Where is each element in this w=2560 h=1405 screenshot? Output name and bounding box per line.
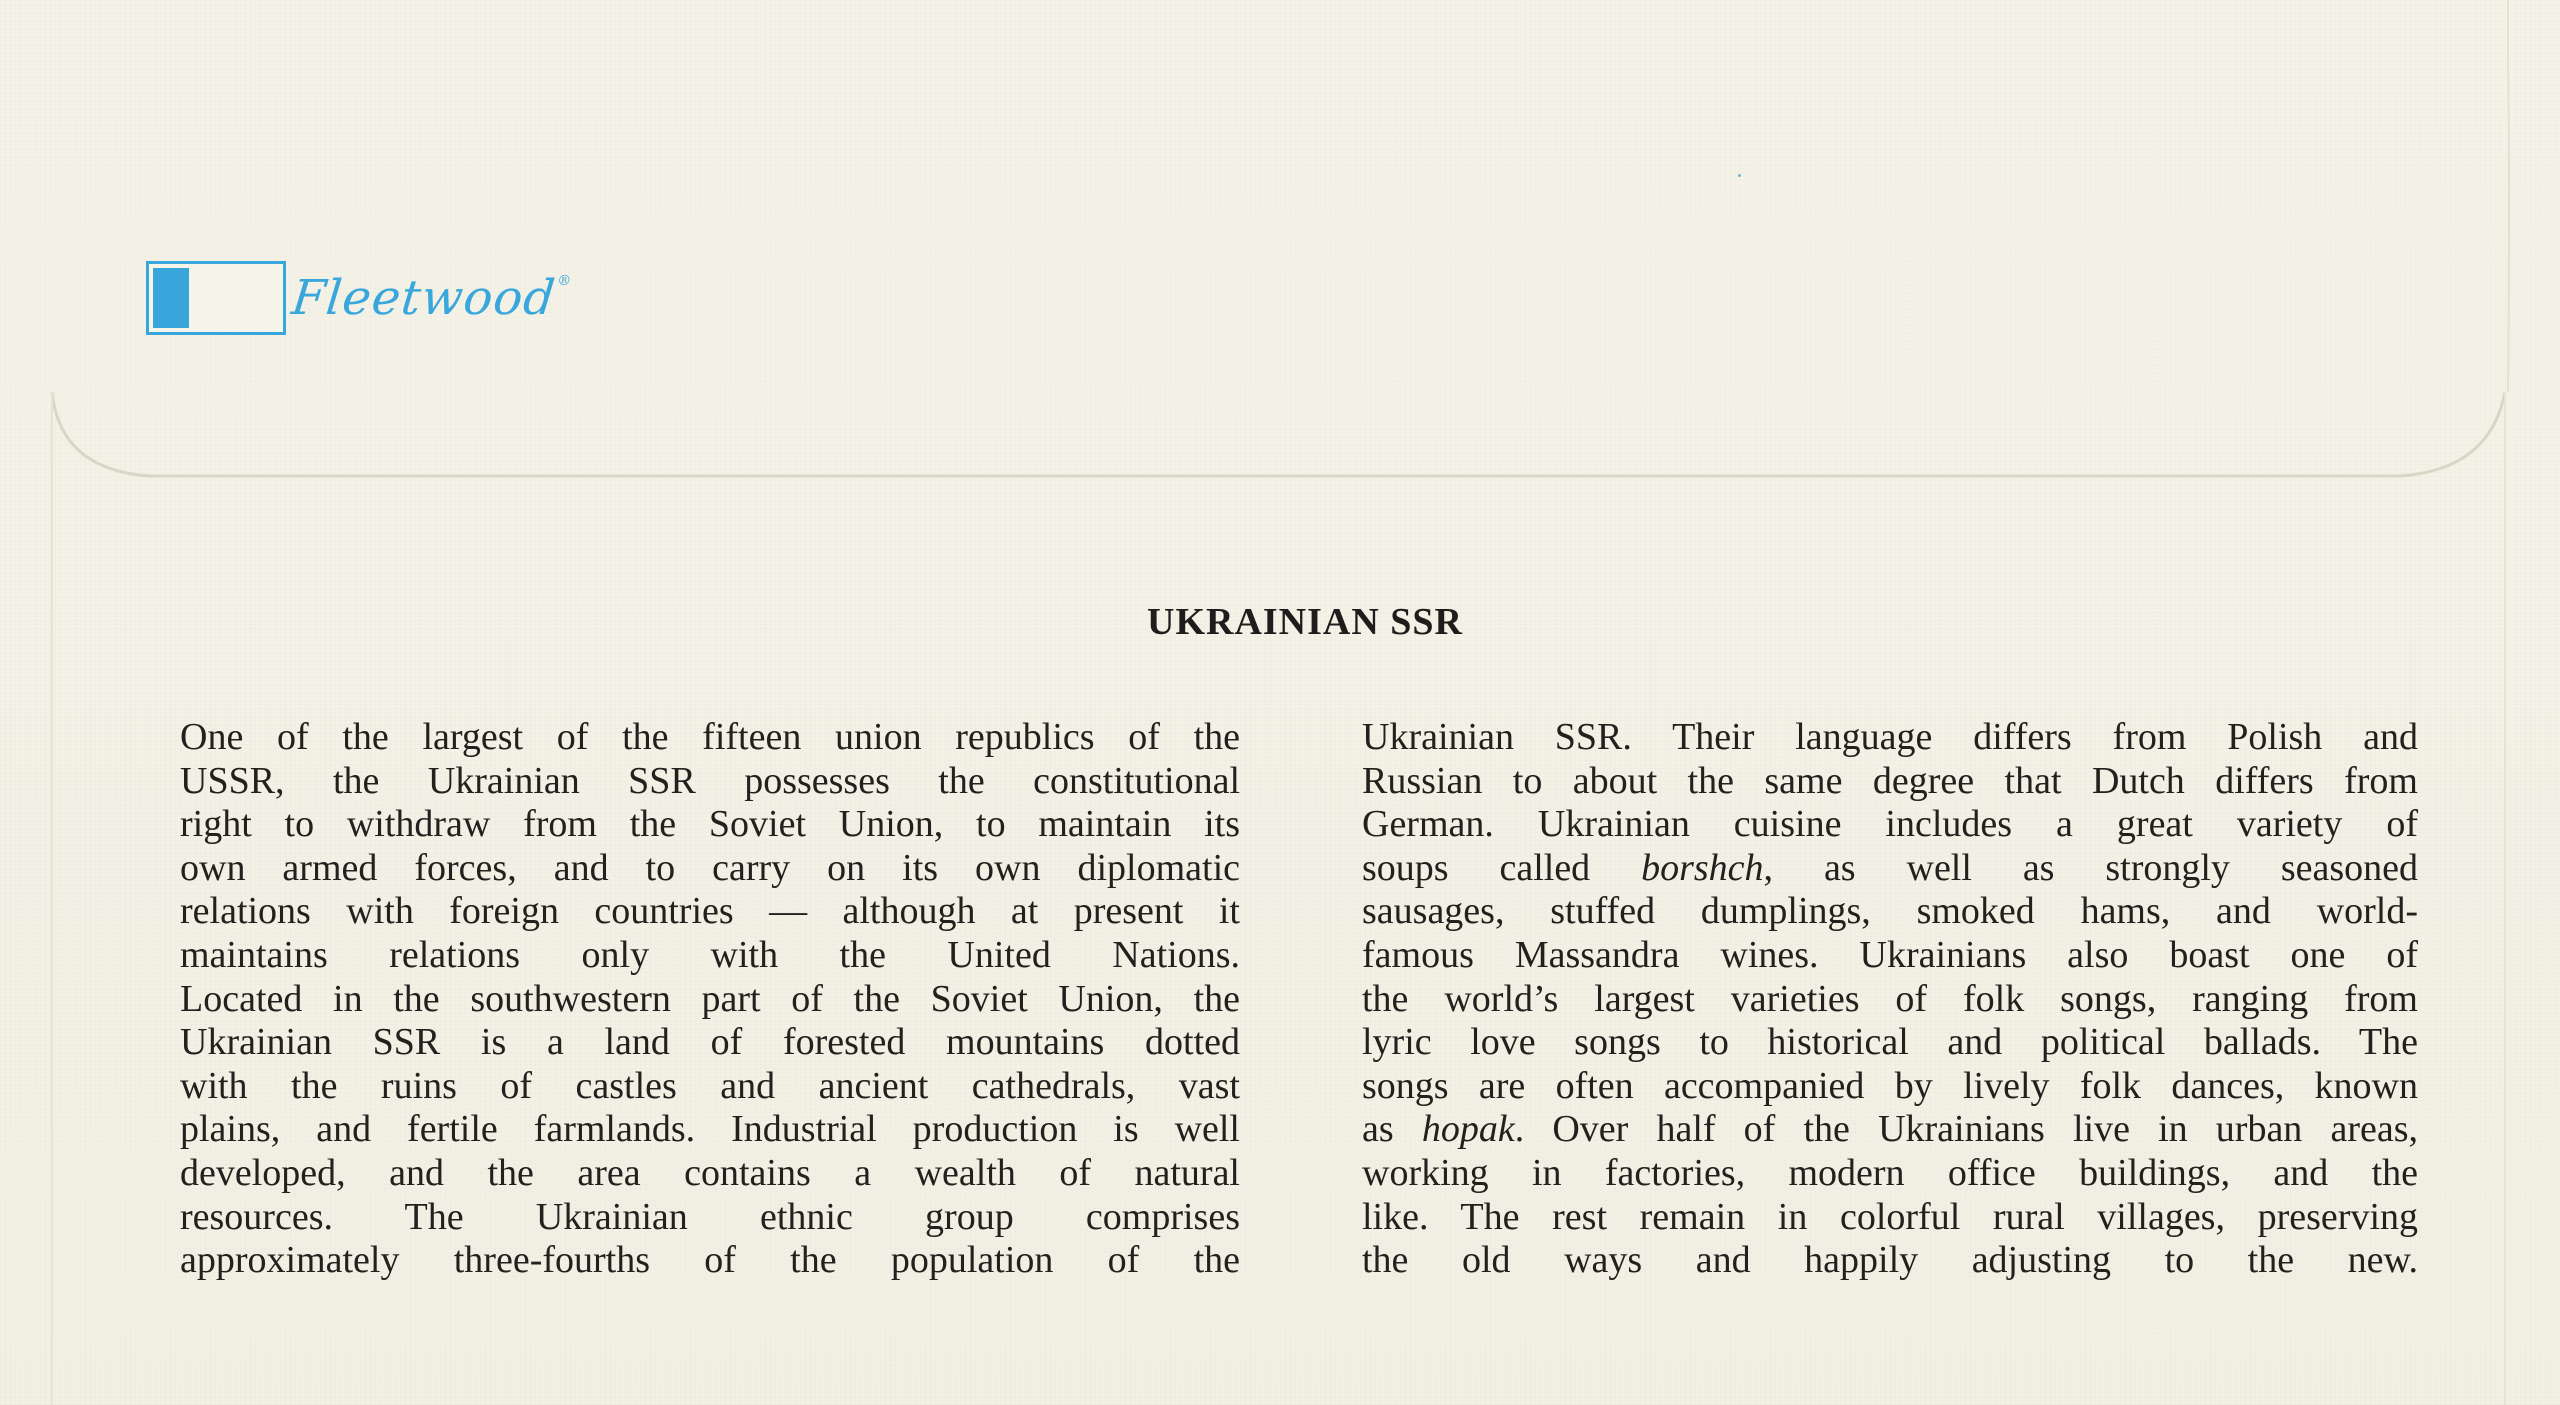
text-line: USSR, the Ukrainian SSR possesses the constitutional — [180, 759, 1240, 802]
text-line: resources. The Ukrainian ethnic group comprises — [180, 1195, 1240, 1238]
blue-speck — [1738, 174, 1741, 177]
text-line: like. The rest remain in colorful rural villages, preserving — [1362, 1195, 2418, 1238]
right-text-column — [1362, 716, 2418, 1283]
text-line: plains, and fertile farmlands. Industrial production is well — [180, 1108, 1240, 1151]
fleetwood-logo — [146, 261, 574, 335]
text-line: the old ways and happily adjusting to the new. — [1362, 1239, 2418, 1282]
logo-wordmark: Fleetwood® — [289, 270, 574, 326]
hopak-term: hopak — [1421, 1108, 1515, 1151]
text-line: Russian to about the same degree that Dutch differs from — [1362, 759, 2418, 802]
text-line: Located in the southwestern part of the Soviet Union, the — [180, 977, 1240, 1020]
text-line: sausages, stuffed dumplings, smoked hams, and world- — [1362, 890, 2418, 933]
text-line: maintains relations only with the United Nations. — [180, 933, 1240, 976]
text-line: Ukrainian SSR. Their language differs from Polish and — [1362, 716, 2418, 758]
text-line: developed, and the area contains a wealth of natural — [180, 1151, 1240, 1194]
text-line: One of the largest of the fifteen union republics of the — [180, 716, 1240, 758]
text-line: approximately three-fourths of the population of the — [180, 1239, 1240, 1282]
text-line: Ukrainian SSR is a land of forested mountains dotted — [180, 1021, 1240, 1064]
text-line: own armed forces, and to carry on its own diplomatic — [180, 846, 1240, 889]
text-line: right to withdraw from the Soviet Union, to maintain its — [180, 803, 1240, 846]
page-title: UKRAINIAN SSR — [1147, 601, 1463, 643]
text-line: with the ruins of castles and ancient cathedrals, vast — [180, 1064, 1240, 1107]
text-line: German. Ukrainian cuisine includes a great variety of — [1362, 803, 2418, 846]
text-line: working in factories, modern office buildings, and the — [1362, 1151, 2418, 1194]
text-line: the world’s largest varieties of folk songs, ranging from — [1362, 977, 2418, 1020]
text-line: famous Massandra wines. Ukrainians also boast one of — [1362, 933, 2418, 976]
text-line: songs are often accompanied by lively folk dances, known — [1362, 1064, 2418, 1107]
text-line: lyric love songs to historical and political ballads. The — [1362, 1021, 2418, 1064]
left-text-column — [180, 716, 1240, 1283]
text-line: as hopak. Over half of the Ukrainians live in urban areas, — [1362, 1108, 2419, 1151]
logo-box-icon — [146, 261, 286, 335]
text-line: soups called borshch, as well as strongly seasoned — [1362, 846, 2418, 889]
borshch-term: borshch — [1641, 846, 1764, 889]
text-line: relations with foreign countries — although at present it — [180, 890, 1240, 933]
